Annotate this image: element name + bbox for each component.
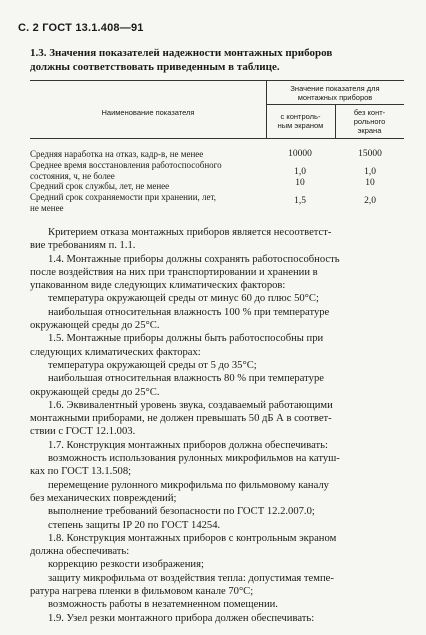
body-line: возможность работы в незатемненном помещении. [48,599,278,611]
row-label: Средний срок сохраняемости при хранении, лет, [30,192,217,202]
row-label: Средняя наработка на отказ, кадр-в, не менее [30,149,204,159]
body-line: ках по ГОСТ 13.1.508; [30,466,132,478]
body-line: степень защиты IP 20 по ГОСТ 14254. [48,519,221,531]
column-header-with-screen [266,112,335,130]
body-text [30,226,415,625]
body-line: ратура нагрева пленки в фильмовом канале 70°С; [30,586,254,598]
body-line: перемещение рулонного микрофильма по фильмовому каналу [48,479,329,491]
page-header: С. 2 ГОСТ 13.1.408—91 [18,22,144,34]
body-line: ствии с ГОСТ 12.1.003. [30,426,136,438]
header-line: рольного [353,117,386,126]
header-line: экрана [357,126,382,135]
header-line: монтажных приборов [297,93,373,102]
body-line: температура окружающей среды от 5 до 35°С; [48,359,257,371]
intro-paragraph [30,46,400,74]
body-line: Критерием отказа монтажных приборов является несоответст- [48,227,332,238]
table-row [30,181,169,192]
header-line: без конт- [353,108,386,117]
value-with-screen: 10 [295,178,305,188]
body-line: 1.9. Узел резки монтажного прибора должен обеспечивать: [48,612,315,624]
body-line: монтажными приборами, не должен превышать 50 дБ А в соответ- [30,413,332,425]
row-label: состояния, ч, не более [30,170,115,181]
body-line: 1.6. Эквивалентный уровень звука, создаваемый работающими [48,399,333,411]
body-line: наибольшая относительная влажность 80 % при температуре [48,373,324,385]
intro-line: 1.3. Значения показателей надежности монтажных приборов [30,47,333,59]
body-line: должна обеспечивать: [30,546,130,558]
value-with-screen: 1,5 [294,196,306,206]
body-line: 1.8. Конструкция монтажных приборов с контрольным экраном [48,532,337,544]
column-header-name: Наименование показателя [101,108,195,117]
body-line: без механических повреждений; [30,492,177,504]
value-without-screen: 2,0 [364,196,376,206]
body-line: следующих климатических факторах: [30,346,201,358]
body-line: защиту микрофильма от воздействия тепла: допустимая темпе- [48,572,334,584]
body-line: температура окружающей среды от минус 60 до плюс 50°С; [48,293,319,305]
row-label: Средний срок службы, лет, не менее [30,181,170,191]
header-line: с контроль- [280,112,321,121]
table-row [30,160,222,181]
value-with-screen: 1,0 [294,167,306,177]
reliability-table [30,80,404,213]
row-label: не менее [30,202,64,213]
table-row [30,192,216,213]
body-line: 1.7. Конструкция монтажных приборов должна обеспечивать: [48,439,328,451]
table-rule [30,80,404,81]
body-line: 1.5. Монтажные приборы должны быть работоспособны при [48,333,324,345]
table-rule [30,138,404,139]
column-header-group [266,84,404,102]
body-line: вие требованиям п. 1.1. [30,240,136,252]
header-line: Значение показателя для [290,84,380,93]
body-line: возможность использования рулонных микрофильмов на катуш- [48,453,340,465]
table-row [30,149,203,160]
body-line: после воздействия на них при транспортировании и хранении в [30,266,318,278]
column-header-without-screen [335,108,404,135]
value-without-screen: 10 [365,178,375,188]
value-with-screen: 10000 [288,149,312,159]
body-line: окружающей среды до 25°С. [30,320,160,332]
intro-line: должны соответствовать приведенным в таблице. [30,61,280,73]
row-label: Среднее время восстановления работоспособного [30,160,222,170]
value-without-screen: 1,0 [364,167,376,177]
body-line: коррекцию резкости изображения; [48,559,204,571]
value-without-screen: 15000 [358,149,382,159]
body-line: окружающей среды до 25°С. [30,386,160,398]
header-line: ным экраном [277,121,324,130]
body-line: упакованном виде следующих климатических факторов: [30,280,286,292]
body-line: выполнение требований безопасности по ГОСТ 12.2.007.0; [48,506,315,518]
body-line: наибольшая относительная влажность 100 % при температуре [48,306,330,318]
body-line: 1.4. Монтажные приборы должны сохранять работоспособность [48,253,340,265]
